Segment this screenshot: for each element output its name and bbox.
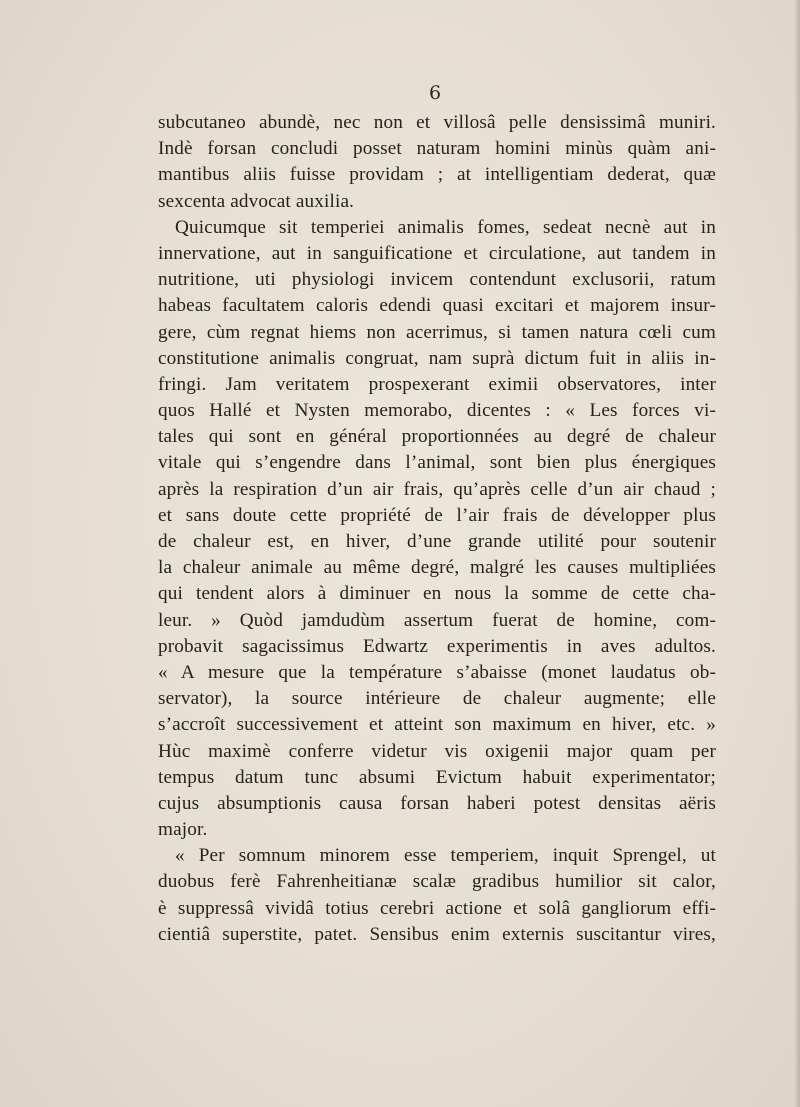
body-text	[158, 110, 716, 948]
text-line: tales qui sont en général proportionnées au degré de chaleur	[158, 426, 716, 448]
text-line: après la respiration d’un air frais, qu’après celle d’un air chaud ;	[158, 478, 716, 500]
text-line: la chaleur animale au même degré, malgré les causes multipliées	[158, 557, 716, 579]
page-number: 6	[428, 82, 442, 104]
text-line: habeas facultatem caloris edendi quasi excitari et majorem insur-	[158, 295, 716, 317]
text-line: nutritione, uti physiologi invicem contendunt exclusorii, ratum	[158, 269, 716, 291]
text-line: sexcenta advocat auxilia.	[158, 190, 355, 212]
paragraph-start-line: Quicumque sit temperiei animalis fomes, sedeat necnè aut in	[175, 216, 716, 238]
text-line: major.	[158, 819, 208, 841]
text-line: vitale qui s’engendre dans l’animal, sont bien plus énergiques	[158, 452, 716, 474]
text-line: è suppressâ vividâ totius cerebri actione et solâ gangliorum effi-	[158, 897, 716, 919]
text-line: duobus ferè Fahrenheitianæ scalæ gradibus humilior sit calor,	[158, 871, 716, 893]
text-line: s’accroît successivement et atteint son maximum en hiver, etc. »	[158, 714, 716, 736]
blank-bottom-margin	[0, 940, 800, 1107]
text-line: quos Hallé et Nysten memorabo, dicentes : « Les forces vi-	[158, 400, 716, 422]
text-line: « A mesure que la température s’abaisse (monet laudatus ob-	[158, 661, 716, 683]
text-line: fringi. Jam veritatem prospexerant eximii observatores, inter	[158, 373, 716, 395]
paragraph-start-line: « Per somnum minorem esse temperiem, inquit Sprengel, ut	[175, 845, 716, 867]
text-line: gere, cùm regnat hiems non acerrimus, si tamen natura cœli cum	[158, 321, 716, 343]
text-line: servator), la source intérieure de chaleur augmente; elle	[158, 688, 716, 710]
text-line: Hùc maximè conferre videtur vis oxigenii major quam per	[158, 740, 716, 762]
text-line: probavit sagacissimus Edwartz experimentis in aves adultos.	[158, 635, 716, 657]
text-line: subcutaneo abundè, nec non et villosâ pelle densissimâ muniri.	[158, 112, 716, 133]
text-line: cujus absumptionis causa forsan haberi potest densitas aëris	[158, 792, 716, 814]
text-line: cientiâ superstite, patet. Sensibus enim externis suscitantur vires,	[158, 923, 716, 945]
text-line: et sans doute cette propriété de l’air frais de développer plus	[158, 504, 716, 526]
text-line: constitutione animalis congruat, nam suprà dictum fuit in aliis in-	[158, 347, 716, 369]
text-line: mantibus aliis fuisse providam ; at intelligentiam dederat, quæ	[158, 164, 716, 186]
text-line: Indè forsan concludi posset naturam homini minùs quàm ani-	[158, 138, 716, 160]
text-line: tempus datum tunc absumi Evictum habuit experimentator;	[158, 766, 716, 788]
text-line: leur. » Quòd jamdudùm assertum fuerat de homine, com-	[158, 609, 716, 631]
text-line: innervatione, aut in sanguificatione et circulatione, aut tandem in	[158, 242, 716, 264]
text-line: de chaleur est, en hiver, d’une grande utilité pour soutenir	[158, 531, 716, 552]
text-line: qui tendent alors à diminuer en nous la somme de cette cha-	[158, 583, 716, 605]
